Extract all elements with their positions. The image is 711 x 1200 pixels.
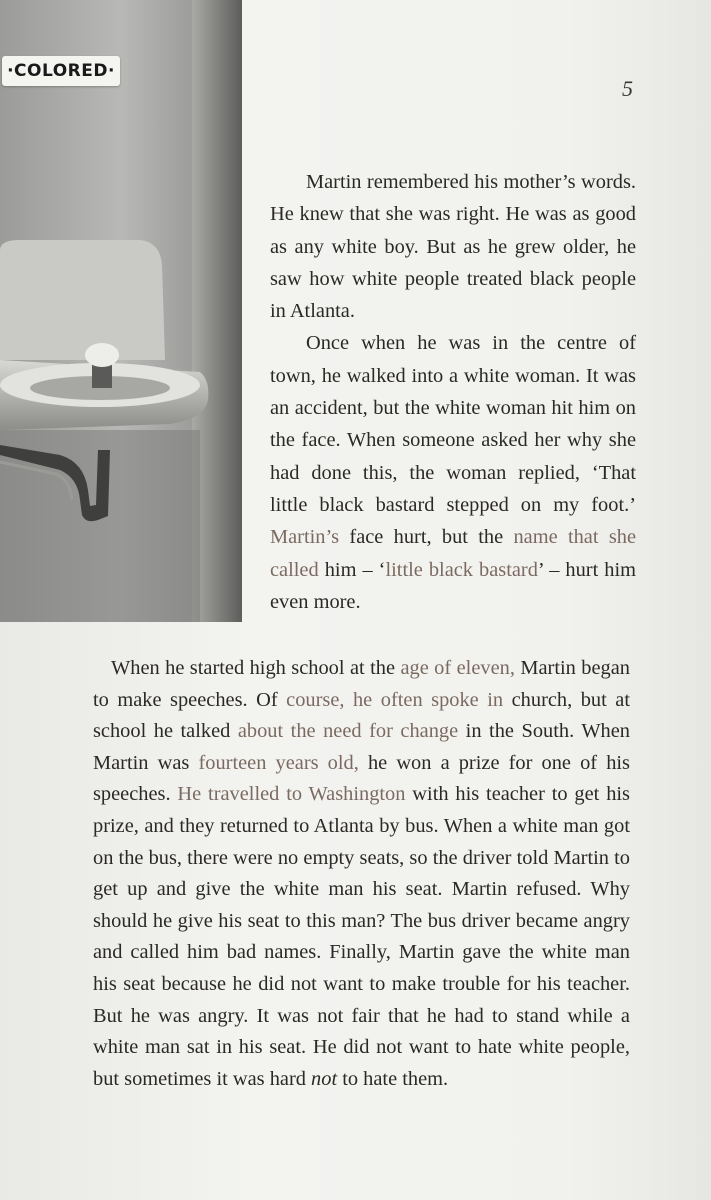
text-segment: he won a prize for one of his speeches. <box>93 751 630 806</box>
body-text <box>93 653 630 1095</box>
paragraph-white-woman <box>270 327 636 618</box>
page-number: 5 <box>622 76 633 101</box>
highlighted-text: about the need for change <box>237 720 459 743</box>
highlighted-text: course, he often spoke in <box>286 688 504 711</box>
highlighted-text: name that she called <box>270 526 637 581</box>
paragraph-high-school <box>93 653 630 1095</box>
fountain-photo-icon <box>0 0 242 622</box>
text-segment: ’ – hurt him even more. <box>270 558 636 613</box>
drinking-fountain-photo <box>0 0 242 622</box>
text-segment: Martin began to make speeches. Of <box>93 657 630 711</box>
text-segment: face hurt, but the <box>339 526 514 549</box>
text-segment: When he started high school at the <box>111 657 401 679</box>
text-segment: with his teacher to get his prize, and they returned to Atlanta by bus. When a white man got on the bus, there were no empty seats, so the driver told Martin to get up and give the white man his seat. Martin refused. Why should he give his seat to this man? The bus driver became angry and called him bad names. Finally, Martin gave the white man his seat because he did not want to make trouble for his teacher. But he was angry. It was not fair that he had to stand while a white man sat in his seat. He did not want to hate white people, but sometimes it was hard <box>93 783 630 1090</box>
paragraph-mothers-words <box>270 166 636 327</box>
text-segment: to hate them. <box>337 1067 449 1090</box>
colored-sign: ·COLORED· <box>2 56 120 86</box>
highlighted-text: age of eleven, <box>400 657 515 679</box>
text-segment: him – ‘ <box>318 558 386 581</box>
highlighted-text: Martin’s <box>270 526 340 549</box>
highlighted-text: little black bastard <box>385 558 538 581</box>
text-segment: Martin remembered his mother’s words. He knew that she was right. He was as good as any white boy. But as he grew older, he saw how white people treated black people in Atlanta. <box>270 171 636 323</box>
highlighted-text: He travelled to Washington <box>177 783 406 806</box>
emphasis-text: not <box>311 1067 338 1090</box>
text-segment: in the South. When Martin was <box>93 720 631 774</box>
text-segment: church, but at school he talked <box>93 688 631 743</box>
column-text <box>270 166 636 618</box>
highlighted-text: fourteen years old, <box>198 751 359 774</box>
text-segment: Once when he was in the centre of town, he walked into a white woman. It was an accident, but the white woman hit him on the face. When someone asked her why she had done this, the woman replied, ‘That little black bastard stepped on my foot.’ <box>270 332 636 516</box>
